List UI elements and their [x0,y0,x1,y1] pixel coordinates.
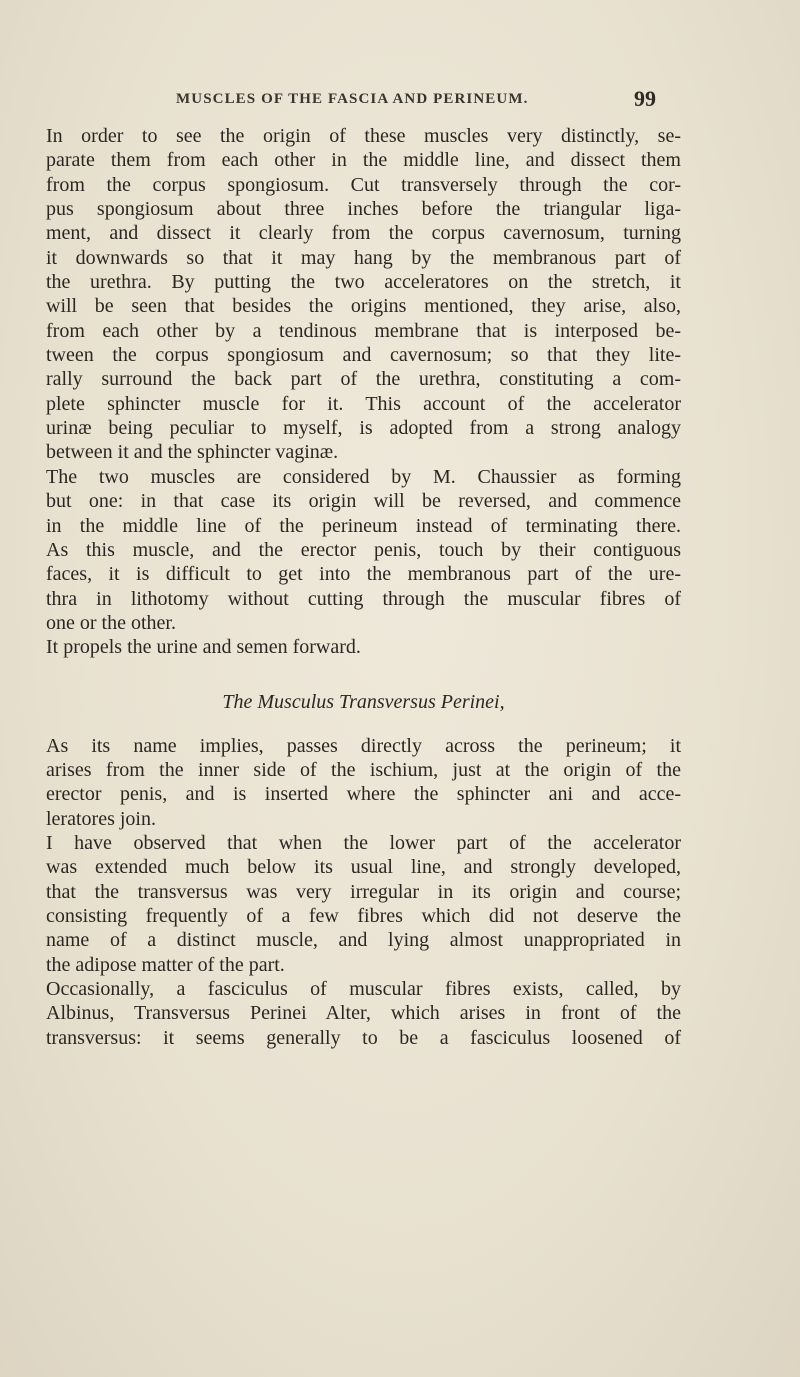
text-line: As this muscle, and the erector penis, touch by their contiguous [46,538,681,561]
text-line: from each other by a tendinous membrane that is interposed be- [46,319,681,342]
text-line: In order to see the origin of these muscles very distinctly, se- [46,125,681,147]
text-line: faces, it is difficult to get into the membranous part of the ure- [46,563,681,586]
text-line: ment, and dissect it clearly from the corpus cavernosum, turning [46,222,681,245]
text-line: arises from the inner side of the ischium, just at the origin of the [46,758,681,781]
text-line: the urethra. By putting the two acceleratores on the stretch, it [46,271,681,294]
section-heading: The Musculus Transversus Perinei, [222,690,505,713]
text-line: but one: in that case its origin will be reversed, and commence [46,490,681,513]
text-line: will be seen that besides the origins mentioned, they arise, also, [46,295,681,318]
text-line: Occasionally, a fasciculus of muscular fibres exists, called, by [46,978,681,1000]
page-number: 99 [634,86,656,111]
text-line: plete sphincter muscle for it. This account of the accelerator [46,392,681,415]
text-line: was extended much below its usual line, and strongly developed, [46,856,681,879]
text-line: erector penis, and is inserted where the sphincter ani and acce- [46,783,681,806]
text-line: thra in lithotomy without cutting through the muscular fibres of [46,587,681,610]
text-line: pus spongiosum about three inches before the triangular liga- [46,198,681,221]
paragraph [46,977,681,1050]
text-line: in the middle line of the perineum instead of terminating there. [46,514,681,537]
text-line: tween the corpus spongiosum and cavernosum; so that they lite- [46,344,681,367]
paragraph [46,465,681,635]
text-line: rally surround the back part of the urethra, constituting a com- [46,368,681,391]
paragraph [46,124,681,465]
text-line: name of a distinct muscle, and lying almost unappropriated in [46,929,681,952]
paragraph [46,831,681,977]
text-line: the adipose matter of the part. [46,953,285,976]
text-line: from the corpus spongiosum. Cut transversely through the cor- [46,173,681,196]
text-line: leratores join. [46,807,156,830]
text-line: urinæ being peculiar to myself, is adopted from a strong analogy [46,417,681,440]
running-head: MUSCLES OF THE FASCIA AND PERINEUM. [176,91,529,107]
text-line: parate them from each other in the middle line, and dissect them [46,149,681,172]
text-line: Albinus, Transversus Perinei Alter, which arises in front of the [46,1002,681,1025]
text-line: consisting frequently of a few fibres which did not deserve the [46,904,681,927]
text-line: As its name implies, passes directly across the perineum; it [46,734,681,757]
paragraph [46,734,681,831]
text-line: I have observed that when the lower part of the accelerator [46,831,681,854]
text-line: The two muscles are considered by M. Chaussier as forming [46,465,681,488]
text-line: it downwards so that it may hang by the membranous part of [46,246,681,269]
text-line: transversus: it seems generally to be a fasciculus loosened of [46,1026,681,1049]
page-header [46,88,706,118]
body-text [46,124,681,1050]
text-line: one or the other. [46,611,176,634]
paragraph [46,635,681,659]
text-line: It propels the urine and semen forward. [46,636,361,659]
text-line: between it and the sphincter vaginæ. [46,441,339,464]
text-line: that the transversus was very irregular in its origin and course; [46,880,681,903]
